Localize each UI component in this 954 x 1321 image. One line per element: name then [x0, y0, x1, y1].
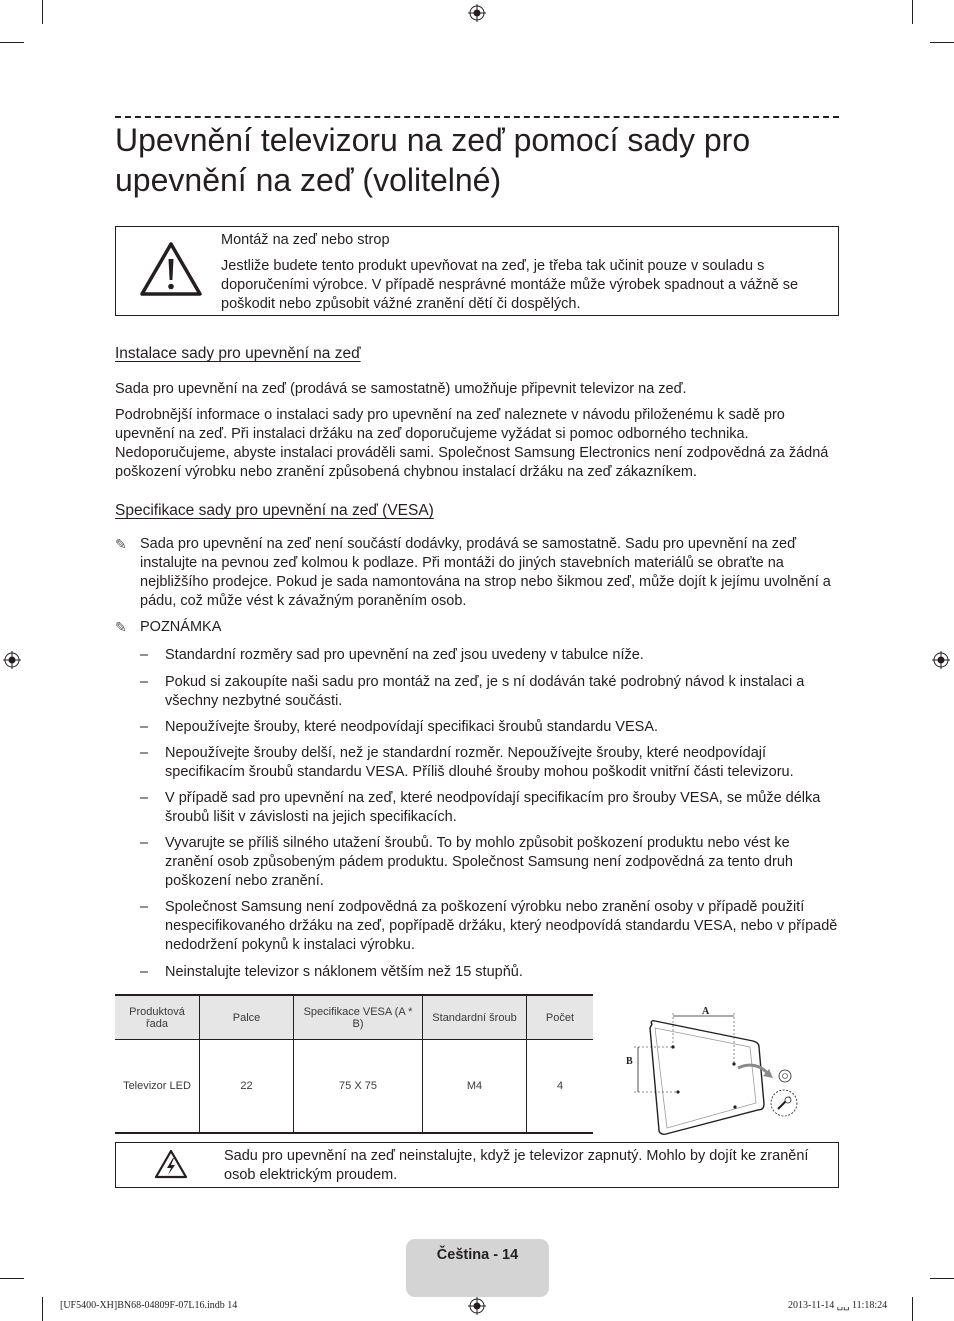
note-text: Sada pro upevnění na zeď není součástí dodávky, prodává se samostatně. Sadu pro upevnění na zeď instalujte na pevnou zeď kolmou k podlaze. Při montáži do jiných stavebních materiálů se obraťte na nejbližšího prodejce. Pokud je sada namontována na strop nebo šikmou zeď, může dojít k jejímu uvolnění a pádu, což může vést k závažným poraněním osob. [140, 536, 831, 609]
warning-box-top [115, 226, 839, 316]
table-cell: 22 [200, 1040, 294, 1134]
column-header: Standardní šroub [423, 995, 527, 1040]
list-item: – Společnost Samsung není zodpovědná za poškození výrobku nebo zranění osoby v případě použití nespecifikovaného držáku na zeď, popřípadě držáku, který neodpovídá standardu VESA, nebo v případě nedodržení pokynů k instalaci výrobku. [140, 899, 838, 953]
list-item: – Vyvarujte se příliš silného utažení šroubů. To by mohlo způsobit poškození produktu nebo vést ke zranění osob způsobeným pádem produktu. Společnost Samsung není zodpovědná za tento druh poškození nebo zranění. [140, 835, 793, 889]
crop-mark [42, 0, 43, 24]
vesa-spec-table [115, 994, 593, 1134]
crop-mark [42, 1297, 43, 1321]
column-header: Palce [200, 995, 294, 1040]
registration-mark-icon [932, 651, 950, 669]
registration-mark-icon [468, 1297, 486, 1315]
list-item: – Pokud si zakoupíte naši sadu pro montáž na zeď, je s ní dodáván také podrobný návod k instalaci a všechny nezbytné součásti. [140, 674, 805, 709]
registration-mark-icon [468, 4, 486, 22]
note-item [115, 618, 839, 637]
crop-mark [912, 0, 913, 24]
crop-mark [0, 42, 24, 43]
list-item: – Nepoužívejte šrouby, které neodpovídají specifikaci šroubů standardu VESA. [140, 719, 659, 735]
electric-shock-warning-icon [154, 1149, 188, 1179]
page-title: Upevnění televizoru na zeď pomocí sady pro upevnění na zeď (volitelné) [115, 122, 751, 198]
paragraph: Sada pro upevnění na zeď (prodává se samostatně) umožňuje připevnit televizor na zeď. [115, 381, 687, 397]
crop-mark [930, 42, 954, 43]
list-item: – Neinstalujte televizor s náklonem větším než 15 stupňů. [140, 964, 523, 980]
note-pencil-icon: ✎ [115, 619, 127, 635]
warning-text: Jestliže budete tento produkt upevňovat na zeď, je třeba tak učinit pouze v souladu s doporučeními výrobce. V případě nesprávné montáže může výrobek spadnout a vážně se poškodit nebo způsobit vážné zranění dětí či dospělých. [221, 258, 799, 312]
note-item [115, 535, 839, 611]
column-header: Počet [527, 995, 594, 1040]
footer-timestamp: 2013-11-14 ␣␣ 11:18:24 [788, 1300, 888, 1311]
column-header: Produktová řada [115, 995, 200, 1040]
crop-mark [0, 1278, 24, 1279]
warning-heading: Montáž na zeď nebo strop [221, 232, 390, 248]
table-header-row [115, 995, 593, 1040]
crop-mark [930, 1278, 954, 1279]
column-header: Specifikace VESA (A * B) [294, 995, 423, 1040]
warning-text: Sadu pro upevnění na zeď neinstalujte, když je televizor zapnutý. Mohlo by dojít ke zranění osob elektrickým proudem. [224, 1148, 809, 1183]
table-cell: 4 [527, 1040, 594, 1134]
table-cell: 75 X 75 [294, 1040, 423, 1134]
paragraph: Podrobnější informace o instalaci sady pro upevnění na zeď naleznete v návodu přiloženému k sadě pro upevnění na zeď. Při instalaci držáku na zeď doporučujeme vyžádat si pomoc odborného technika. Nedoporučujeme, abyste instalaci prováděli sami. Společnost Samsung Electronics není zodpovědná za žádná poškození výrobku nebo zranění způsobená chybnou instalací držáku na zeď zákazníkem. [115, 407, 829, 480]
title-rule [115, 116, 839, 118]
list-item: – Nepoužívejte šrouby delší, než je standardní rozměr. Nepoužívejte šrouby, které neodpovídají specifikacím šroubů standardu VESA. Příliš dlouhé šrouby mohou poškodit vnitřní části televizoru. [140, 745, 794, 780]
section-heading-vesa: Specifikace sady pro upevnění na zeď (VESA) [115, 502, 434, 519]
footer-file-info: [UF5400-XH]BN68-04809F-07L16.indb 14 [60, 1300, 238, 1311]
warning-box-bottom [115, 1142, 839, 1188]
note-heading: POZNÁMKA [140, 619, 222, 635]
table-cell: Televizor LED [115, 1040, 200, 1134]
crop-mark [912, 1297, 913, 1321]
page-number: Čeština - 14 [436, 1247, 519, 1263]
warning-triangle-icon [139, 241, 203, 297]
dimension-label-a: A [702, 1006, 710, 1017]
page-number-tab [406, 1239, 549, 1297]
section-heading-installation: Instalace sady pro upevnění na zeď [115, 345, 361, 362]
table-cell: M4 [423, 1040, 527, 1134]
dimension-label-b: B [626, 1056, 633, 1067]
list-item: – Standardní rozměry sad pro upevnění na zeď jsou uvedeny v tabulce níže. [140, 647, 644, 663]
wall-mount-diagram [610, 1000, 820, 1136]
note-pencil-icon: ✎ [115, 536, 127, 552]
list-item: – V případě sad pro upevnění na zeď, které neodpovídají specifikacím pro šrouby VESA, se může délka šroubů lišit v závislosti na jejich specifikacích. [140, 790, 821, 825]
table-row [115, 1040, 593, 1134]
registration-mark-icon [3, 651, 21, 669]
